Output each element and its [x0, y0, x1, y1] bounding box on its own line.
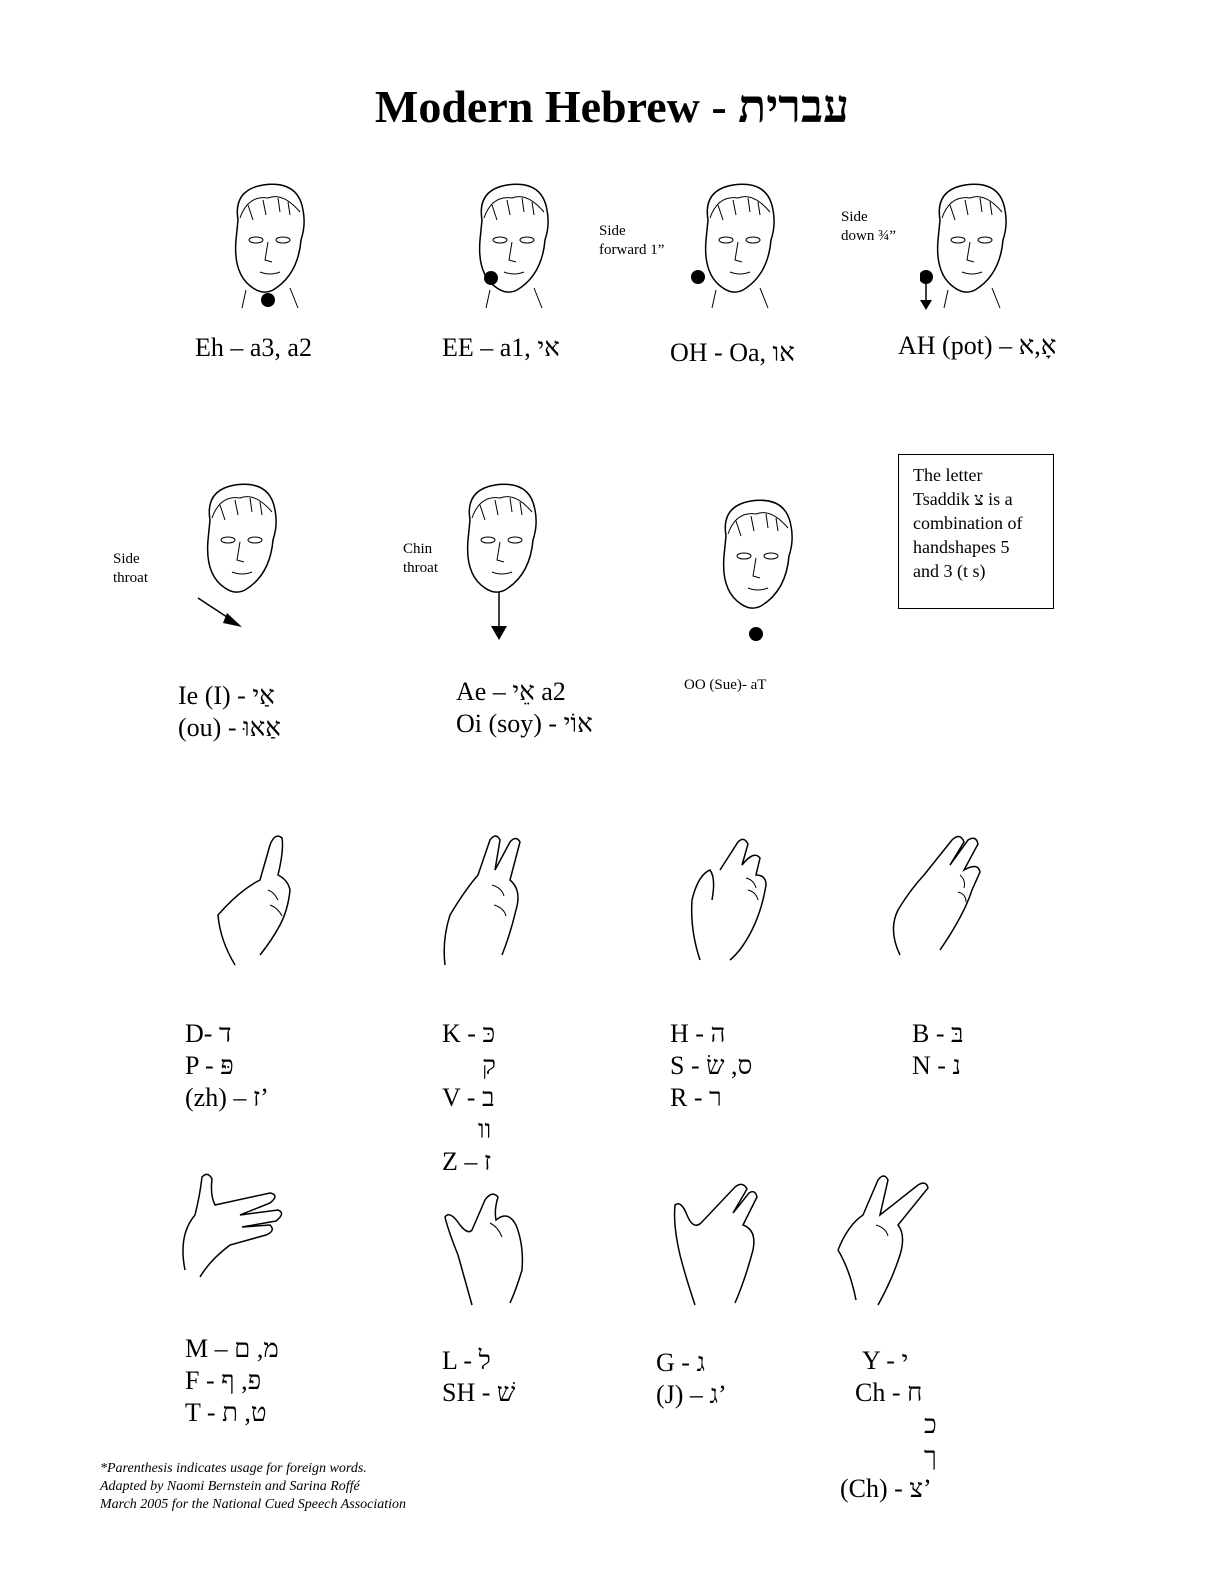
face-illustration — [218, 180, 318, 310]
consonant-line: כ — [924, 1410, 937, 1439]
consonant-line: Ch - ח — [855, 1378, 923, 1407]
consonant-list — [442, 1018, 496, 1178]
consonant-line: SH - שׁ — [442, 1378, 516, 1407]
caption-line: Ie (I) - אַי — [178, 681, 275, 710]
face-illustration — [190, 480, 290, 610]
arrow-icon — [488, 590, 512, 642]
consonant-list — [442, 1345, 515, 1409]
consonant-line: K - כּ — [442, 1019, 496, 1048]
face-illustration — [920, 180, 1020, 310]
handshape-7-icon — [665, 1175, 775, 1310]
note-line: throat — [403, 560, 438, 576]
placement-note — [113, 550, 148, 588]
consonant-line: וו — [478, 1115, 492, 1144]
note-line: throat — [113, 570, 148, 586]
arrow-icon — [195, 595, 245, 630]
page-title: Modern Hebrew - עברית — [374, 81, 850, 132]
footer-line: *Parenthesis indicates usage for foreign words. — [100, 1461, 367, 1476]
consonant-line: ק — [482, 1051, 496, 1080]
consonant-line: L - ל — [442, 1346, 491, 1375]
consonant-list — [840, 1345, 937, 1505]
consonant-line: (zh) – ז’ — [185, 1083, 269, 1112]
handshape-2-icon — [670, 830, 800, 970]
vowel-caption: OH - Oa, או — [670, 338, 795, 367]
face-illustration — [462, 180, 562, 310]
consonant-line: H - ה — [670, 1019, 726, 1048]
handshape-6-icon — [440, 1175, 540, 1310]
vowel-caption — [456, 676, 593, 740]
consonant-line: Y - י — [862, 1346, 909, 1375]
consonant-line: N - נ — [912, 1051, 961, 1080]
consonant-line: M – מ, ם — [185, 1334, 279, 1363]
info-line: The letter — [913, 465, 983, 485]
consonant-list — [185, 1018, 269, 1114]
consonant-line: F - פ, ף — [185, 1366, 262, 1395]
tsaddik-info-box — [898, 454, 1054, 609]
vowel-caption: Eh – a3, a2 — [195, 333, 312, 362]
consonant-line: Z – ז — [442, 1147, 492, 1176]
consonant-line: B - בּ — [912, 1019, 964, 1048]
handshape-5-icon — [430, 830, 560, 970]
placement-note — [841, 208, 896, 246]
placement-note — [599, 222, 664, 260]
consonant-line: (J) – ג’ — [656, 1380, 727, 1409]
consonant-list — [912, 1018, 964, 1082]
caption-line: Ae – אֵי a2 — [456, 677, 566, 706]
note-line: forward 1” — [599, 242, 665, 258]
vowel-caption — [178, 680, 281, 744]
footer-notes — [100, 1460, 406, 1514]
consonant-line: T - ט, ת — [185, 1398, 267, 1427]
placement-dot — [747, 625, 765, 643]
face-illustration — [688, 180, 788, 310]
note-line: Side — [599, 223, 626, 239]
note-line: Side — [841, 209, 868, 225]
info-line: combination of — [913, 513, 1023, 533]
consonant-line: (Ch) - צ’ — [840, 1474, 932, 1503]
note-line: Chin — [403, 541, 433, 557]
face-illustration — [706, 496, 806, 626]
handshape-1-icon — [200, 830, 330, 970]
consonant-line: ך — [924, 1442, 937, 1471]
note-line: down ¾” — [841, 228, 896, 244]
note-line: Side — [113, 551, 140, 567]
vowel-caption: OO (Sue)- aT — [684, 677, 767, 693]
footer-line: Adapted by Naomi Bernstein and Sarina Roffé — [100, 1479, 360, 1494]
caption-line: Oi (soy) - אוֹי — [456, 709, 593, 738]
vowel-caption: EE – a1, אי — [442, 333, 560, 362]
handshape-4-icon — [880, 830, 1010, 970]
consonant-line: V - ב — [442, 1083, 495, 1112]
handshape-5-flat-icon — [170, 1165, 300, 1280]
consonant-line: S - ס, שׂ — [670, 1051, 753, 1080]
consonant-line: R - ר — [670, 1083, 722, 1112]
info-line: handshapes 5 — [913, 537, 1010, 557]
consonant-line: D- ד — [185, 1019, 232, 1048]
caption-line: (ou) - אַאוּ — [178, 713, 281, 742]
handshape-8-icon — [828, 1170, 938, 1310]
consonant-line: G - ג — [656, 1348, 706, 1377]
consonant-line: P - פּ — [185, 1051, 234, 1080]
consonant-list — [656, 1347, 727, 1411]
placement-note — [403, 540, 438, 578]
consonant-list — [185, 1333, 279, 1429]
vowel-caption: AH (pot) – אָ,א — [898, 331, 1057, 360]
info-line: and 3 (t s) — [913, 561, 986, 581]
info-line: Tsaddik צ is a — [913, 489, 1013, 509]
consonant-list — [670, 1018, 752, 1114]
footer-line: March 2005 for the National Cued Speech Association — [100, 1497, 407, 1512]
